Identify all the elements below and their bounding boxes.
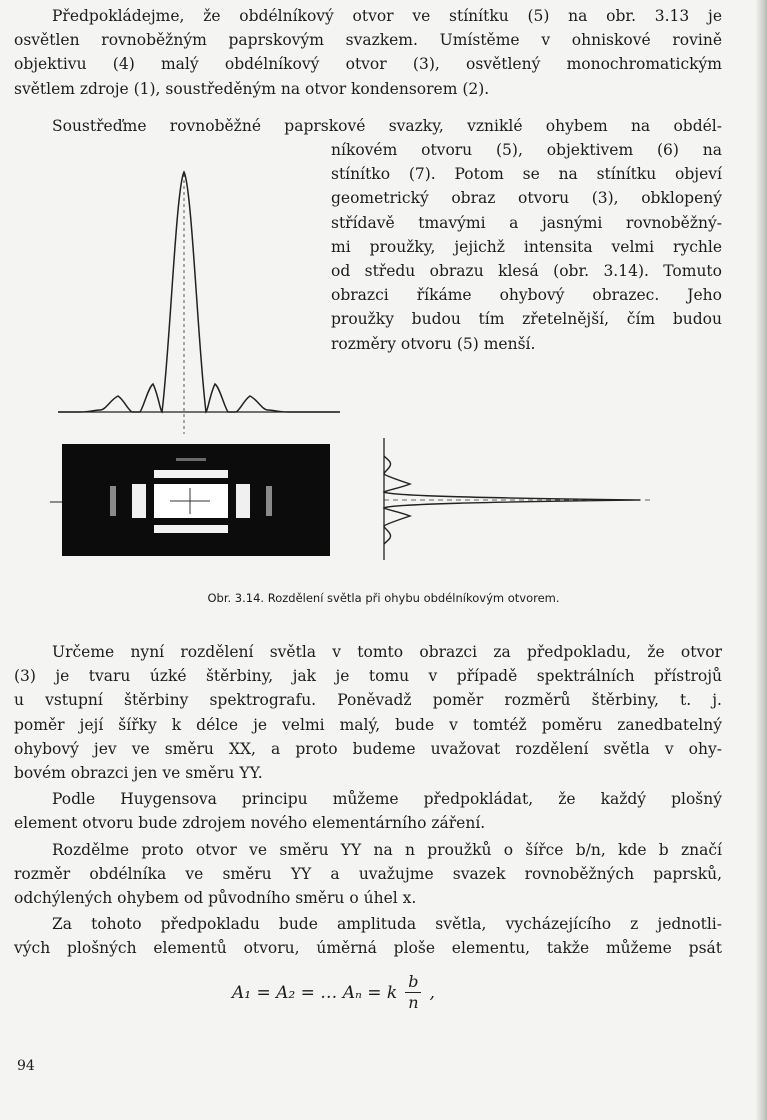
fringe-right (236, 484, 250, 518)
text-line: od středu obrazu klesá (obr. 3.14). Tomuto (331, 262, 722, 281)
intensity-curve-figure (20, 148, 350, 438)
fringe-left-outer (110, 486, 116, 516)
text-line: odchýlených ohybem od původního směru o úhel x. (14, 889, 417, 908)
text-line: bovém obrazci jen ve směru YY. (14, 764, 263, 783)
text-line: ohybový jev ve směru XX, a proto budeme uvažovat rozdělení světla v ohy- (14, 739, 722, 758)
side-intensity-profile (370, 434, 660, 564)
text-line: rozměry otvoru (5) menší. (331, 334, 536, 353)
fringe-top-faint (176, 458, 206, 461)
text-line: Určeme nyní rozdělení světla v tomto obrazci za předpokladu, že otvor (52, 643, 722, 661)
text-line: objektivu (4) malý obdélníkový otvor (3), osvětlený monochromatickým (14, 55, 722, 74)
text-line: střídavě tmavými a jasnými rovnoběžný- (331, 213, 722, 232)
formula-lhs: A₁ = A₂ = … Aₙ = k (232, 982, 398, 1003)
fringe-bottom (154, 525, 228, 533)
text-line: Podle Huygensova principu můžeme předpokládat, že každý plošný (52, 790, 722, 809)
text-line: rozměr obdélníka ve směru YY a uvažujme svazek rovnoběžných paprsků, (14, 864, 722, 883)
paragraph-4 (14, 787, 722, 835)
paragraph-2-column (331, 138, 722, 356)
diffraction-pattern-image (50, 440, 350, 558)
lower-body-text (14, 640, 722, 961)
paragraph-3 (14, 640, 722, 785)
text-line: vých plošných elementů otvoru, úměrná ploše elementu, takže můžeme psát (14, 939, 722, 958)
paragraph-5 (14, 838, 722, 911)
fringe-right-outer (266, 486, 272, 516)
text-line: poměr její šířky k délce je velmi malý, bude v tomtéž poměru zanedbatelný (14, 715, 722, 734)
page-number: 94 (17, 1058, 35, 1074)
text-line: Rozdělme proto otvor ve směru YY na n proužků o šířce b/n, kde b značí (52, 840, 722, 859)
paragraph-6 (14, 912, 722, 960)
text-line: stínítko (7). Potom se na stínítku objeví (331, 165, 722, 184)
fringe-left (132, 484, 146, 518)
formula-trailing: , (429, 982, 435, 1003)
fraction-numerator: b (405, 972, 421, 993)
paragraph-2-first-line (14, 114, 722, 138)
text-line: světlem zdroje (1), soustředěným na otvor kondensorem (2). (14, 79, 490, 98)
page-edge-shadow (755, 0, 767, 1120)
amplitude-formula (232, 972, 435, 1013)
text-line: geometrický obraz otvoru (3), obklopený (331, 189, 722, 208)
figure-caption: Obr. 3.14. Rozdělení světla při ohybu obdélníkovým otvorem. (207, 591, 560, 605)
text-line: Soustřeďme rovnoběžné paprskové svazky, vzniklé ohybem na obdél- (52, 117, 722, 135)
paragraph-1 (14, 4, 722, 101)
text-line: mi proužky, jejichž intensita velmi rychle (331, 237, 722, 256)
text-line: proužky budou tím zřetelnější, čím budou (331, 310, 722, 329)
fringe-top (154, 470, 228, 478)
diffraction-intensity-curve (58, 172, 340, 412)
text-line: obrazci říkáme ohybový obrazec. Jeho (331, 286, 722, 305)
text-line: Předpokládejme, že obdélníkový otvor ve stínítku (5) na obr. 3.13 je (52, 7, 722, 25)
text-line: Za tohoto předpokladu bude amplituda světla, vycházejícího z jednotli- (52, 915, 722, 934)
text-line: u vstupní štěrbiny spektrografu. Poněvadž poměr rozměrů štěrbiny, t. j. (14, 691, 722, 710)
text-line: element otvoru bude zdrojem nového elementárního záření. (14, 814, 486, 833)
formula-fraction (405, 972, 421, 1013)
fraction-denominator: n (408, 993, 419, 1012)
text-line: níkovém otvoru (5), objektivem (6) na (331, 141, 722, 159)
text-line: (3) je tvaru úzké štěrbiny, jak je tomu v případě spektrálních přístrojů (14, 667, 722, 686)
text-line: osvětlen rovnoběžným paprskovým svazkem. Umístěme v ohniskové rovině (14, 31, 722, 50)
